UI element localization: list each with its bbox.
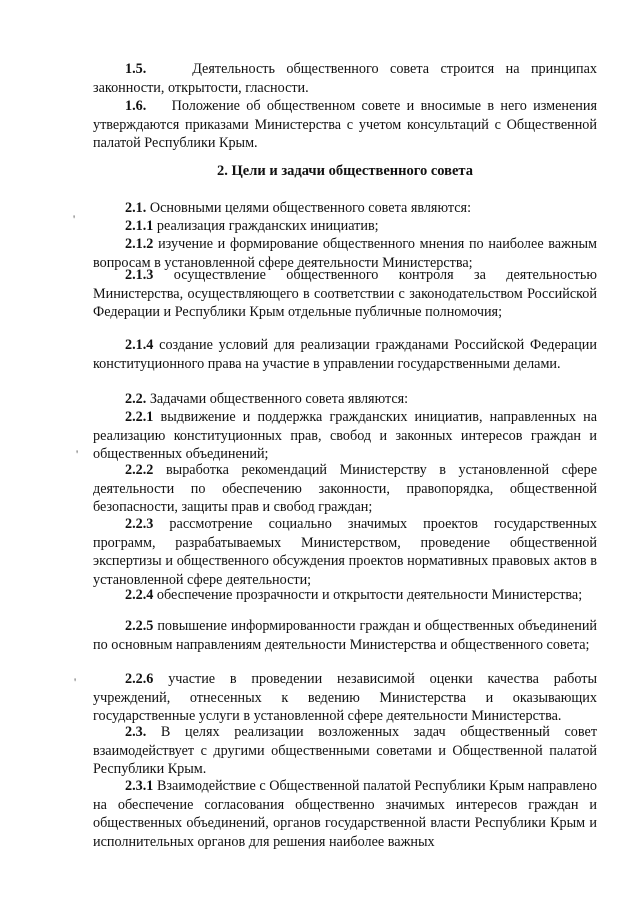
paragraph-number: 1.6. bbox=[125, 98, 147, 114]
paragraph-text: повышение информированности граждан и общественных объединений по основным направлениям деятельности Министерства и общественного совета; bbox=[93, 618, 598, 653]
paragraph-2-3 bbox=[93, 723, 597, 779]
paragraph-number: 2.2.5 bbox=[125, 618, 154, 634]
paragraph-number: 2.1.3 bbox=[125, 267, 154, 283]
paragraph-2-2-6 bbox=[93, 670, 597, 726]
margin-mark: ' bbox=[76, 447, 79, 461]
paragraph-2-1-3 bbox=[93, 266, 597, 322]
margin-mark: ' bbox=[74, 675, 77, 689]
paragraph-number: 2.2.4 bbox=[125, 587, 154, 603]
margin-mark: ' bbox=[73, 212, 76, 226]
paragraph-number: 2.2.3 bbox=[125, 516, 154, 532]
paragraph-text: Задачами общественного совета являются: bbox=[149, 391, 409, 407]
paragraph-number: 2.2.6 bbox=[125, 671, 154, 687]
paragraph-text: Взаимодействие с Общественной палатой Республики Крым направлено на обеспечение согласования общественно значимых интересов граждан и общественных объединений, органов государственной власти Республики Крым и исполнительных органов для решения наиболее важных bbox=[93, 778, 598, 850]
paragraph-text: осуществление общественного контроля за деятельностью Министерства, осуществляющего в соответствии с законодательством Российской Федерации и Республики Крым отдельные публичные полномочия; bbox=[93, 267, 597, 320]
paragraph-2-1-1 bbox=[93, 217, 597, 236]
paragraph-text: реализация гражданских инициатив; bbox=[156, 218, 379, 234]
paragraph-text: создание условий для реализации гражданами Российской Федерации конституционного права на участие в управлении государственными делами. bbox=[93, 337, 597, 372]
section-heading: 2. Цели и задачи общественного совета bbox=[217, 163, 473, 179]
paragraph-2-1-4 bbox=[93, 336, 597, 373]
paragraph-number: 2.1.1 bbox=[125, 218, 154, 234]
paragraph-2-1 bbox=[93, 199, 597, 218]
paragraph-text: рассмотрение социально значимых проектов государственных программ, разрабатываемых Министерством, проведение общественной экспертизы и общественного обсуждения проектов нормативных правовых актов в установленной сфере деятельности; bbox=[93, 516, 598, 588]
paragraph-2-2-3 bbox=[93, 515, 597, 589]
paragraph-text: изучение и формирование общественного мнения по наиболее важным вопросам в установленной сфере деятельности Министерства; bbox=[93, 236, 598, 271]
paragraph-number: 1.5. bbox=[125, 61, 147, 77]
paragraph-text: участие в проведении независимой оценки качества работы учреждений, отнесенных к ведению Министерства и оказывающих государственные услуги в установленной сфере деятельности Министерства. bbox=[93, 671, 598, 724]
paragraph-text: Основными целями общественного совета являются: bbox=[149, 200, 472, 216]
paragraph-text: Положение об общественном совете и вносимые в него изменения утверждаются приказами Министерства с учетом консультаций с Общественной палатой Республики Крым. bbox=[93, 98, 598, 151]
paragraph-1-5 bbox=[93, 60, 597, 97]
paragraph-number: 2.3. bbox=[125, 724, 147, 740]
paragraph-number: 2.1.4 bbox=[125, 337, 154, 353]
paragraph-text: обеспечение прозрачности и открытости деятельности Министерства; bbox=[156, 587, 583, 603]
paragraph-2-2-5 bbox=[93, 617, 597, 654]
paragraph-1-6 bbox=[93, 97, 597, 153]
paragraph-number: 2.3.1 bbox=[125, 778, 154, 794]
paragraph-2-2-4 bbox=[93, 586, 597, 605]
paragraph-text: Деятельность общественного совета строится на принципах законности, открытости, гласности. bbox=[93, 61, 598, 96]
paragraph-2-3-1 bbox=[93, 777, 597, 851]
paragraph-2-2-2 bbox=[93, 461, 597, 517]
paragraph-text: выработка рекомендаций Министерству в установленной сфере деятельности по обеспечению законности, правопорядка, общественной безопасности, защиты прав и свобод граждан; bbox=[93, 462, 597, 515]
paragraph-number: 2.1. bbox=[125, 200, 147, 216]
paragraph-number: 2.2.1 bbox=[125, 409, 154, 425]
paragraph-text: выдвижение и поддержка гражданских инициатив, направленных на реализацию конституционных прав, свобод и законных интересов граждан и общественных объединений; bbox=[93, 409, 597, 462]
paragraph-number: 2.1.2 bbox=[125, 236, 154, 252]
paragraph-2-2 bbox=[93, 390, 597, 409]
paragraph-2-2-1 bbox=[93, 408, 597, 464]
paragraph-number: 2.2. bbox=[125, 391, 147, 407]
paragraph-text: В целях реализации возложенных задач общественный совет взаимодействует с другими общественными советами и Общественной палатой Республики Крым. bbox=[93, 724, 598, 777]
paragraph-number: 2.2.2 bbox=[125, 462, 154, 478]
